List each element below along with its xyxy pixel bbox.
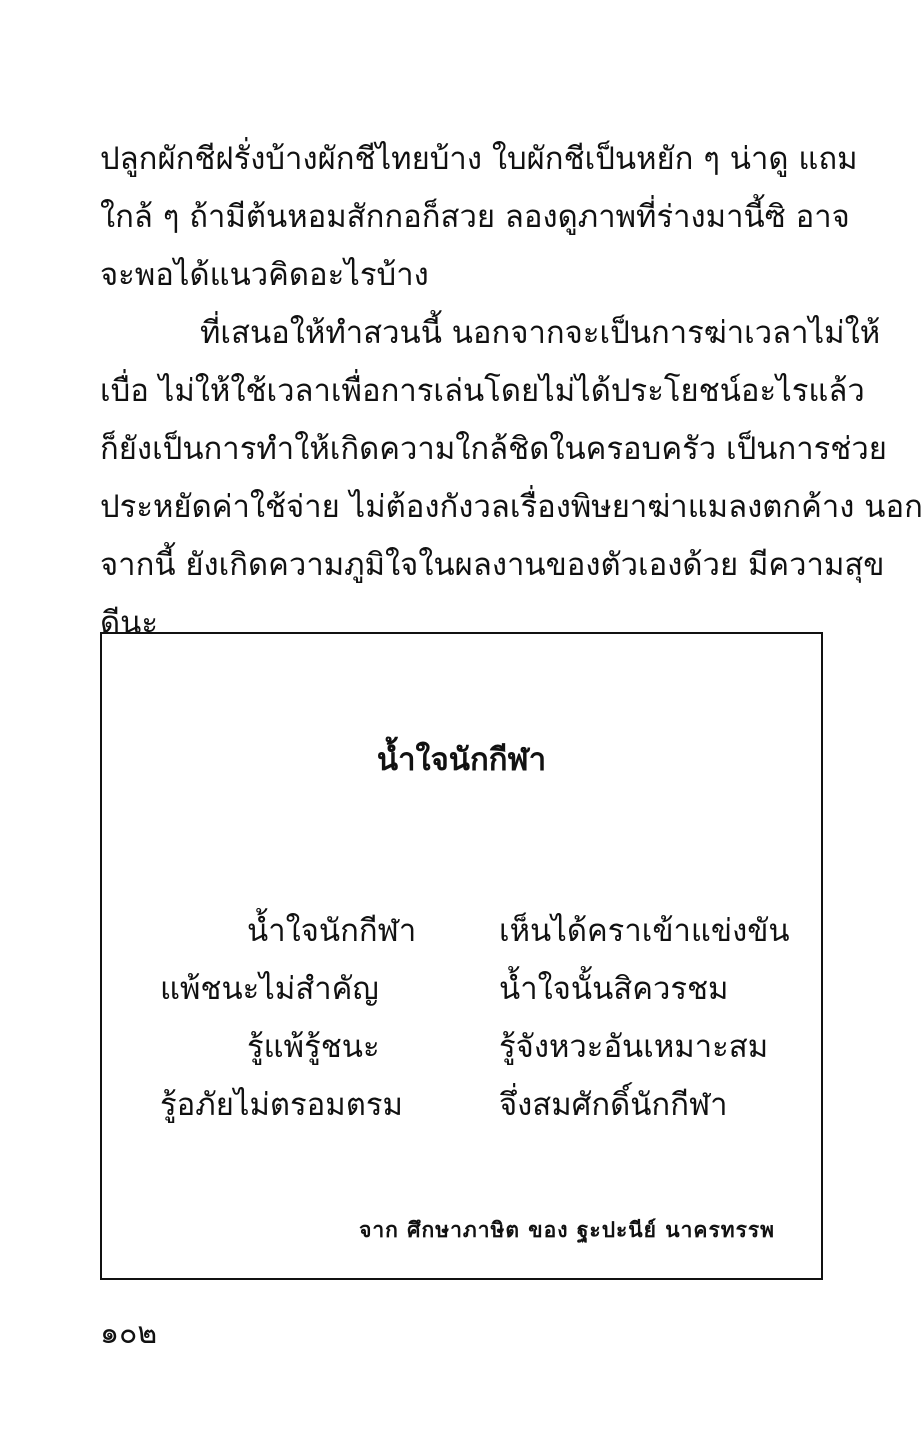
poem-verse-right: เห็นได้คราเข้าแข่งขัน xyxy=(499,913,790,949)
poem-verse-left: รู้อภัยไม่ตรอมตรม xyxy=(160,1087,403,1123)
page-number: ๑๐๒ xyxy=(100,1316,158,1351)
poem-row xyxy=(102,1018,821,1076)
poem-verse-left: แพ้ชนะไม่สำคัญ xyxy=(160,971,379,1007)
text-line: จะพอได้แนวคิดอะไรบ้าง xyxy=(100,257,429,293)
poem-row xyxy=(102,960,821,1018)
poem-row xyxy=(102,1076,821,1134)
poem-box xyxy=(100,632,823,1280)
poem-verse-right: รู้จังหวะอันเหมาะสม xyxy=(499,1029,769,1065)
poem-stanza xyxy=(102,902,821,1134)
text-line: จากนี้ ยังเกิดความภูมิใจในผลงานของตัวเองด้วย มีความสุข xyxy=(100,547,885,583)
poem-verse-left: น้ำใจนักกีฬา xyxy=(247,913,417,949)
poem-verse-left: รู้แพ้รู้ชนะ xyxy=(247,1029,380,1065)
paragraph-start-line: ที่เสนอให้ทำสวนนี้ นอกจากจะเป็นการฆ่าเวลาไม่ให้ xyxy=(200,315,881,351)
text-line: ก็ยังเป็นการทำให้เกิดความใกล้ชิดในครอบครัว เป็นการช่วย xyxy=(100,431,887,467)
text-line: ใกล้ ๆ ถ้ามีต้นหอมสักกอก็สวย ลองดูภาพที่ร่างมานี้ซิ อาจ xyxy=(100,199,850,235)
body-text xyxy=(100,130,923,652)
text-line: ดีนะ xyxy=(100,605,158,641)
poem-title: น้ำใจนักกีฬา xyxy=(376,742,547,778)
poem-source-citation: จาก ศึกษาภาษิต ของ ฐะปะนีย์ นาครทรรพ xyxy=(359,1217,775,1242)
text-line: ปลูกผักชีฝรั่งบ้างผักชีไทยบ้าง ใบผักชีเป็นหยัก ๆ น่าดู แถม xyxy=(100,141,858,177)
poem-row xyxy=(102,902,821,960)
text-line: เบื่อ ไม่ให้ใช้เวลาเพื่อการเล่นโดยไม่ได้ประโยชน์อะไรแล้ว xyxy=(100,373,865,409)
poem-verse-right: จึ่งสมศักดิ์นักกีฬา xyxy=(499,1087,728,1123)
text-line: ประหยัดค่าใช้จ่าย ไม่ต้องกังวลเรื่องพิษยาฆ่าแมลงตกค้าง นอก xyxy=(100,489,923,525)
poem-verse-right: น้ำใจนั้นสิควรชม xyxy=(499,971,729,1007)
